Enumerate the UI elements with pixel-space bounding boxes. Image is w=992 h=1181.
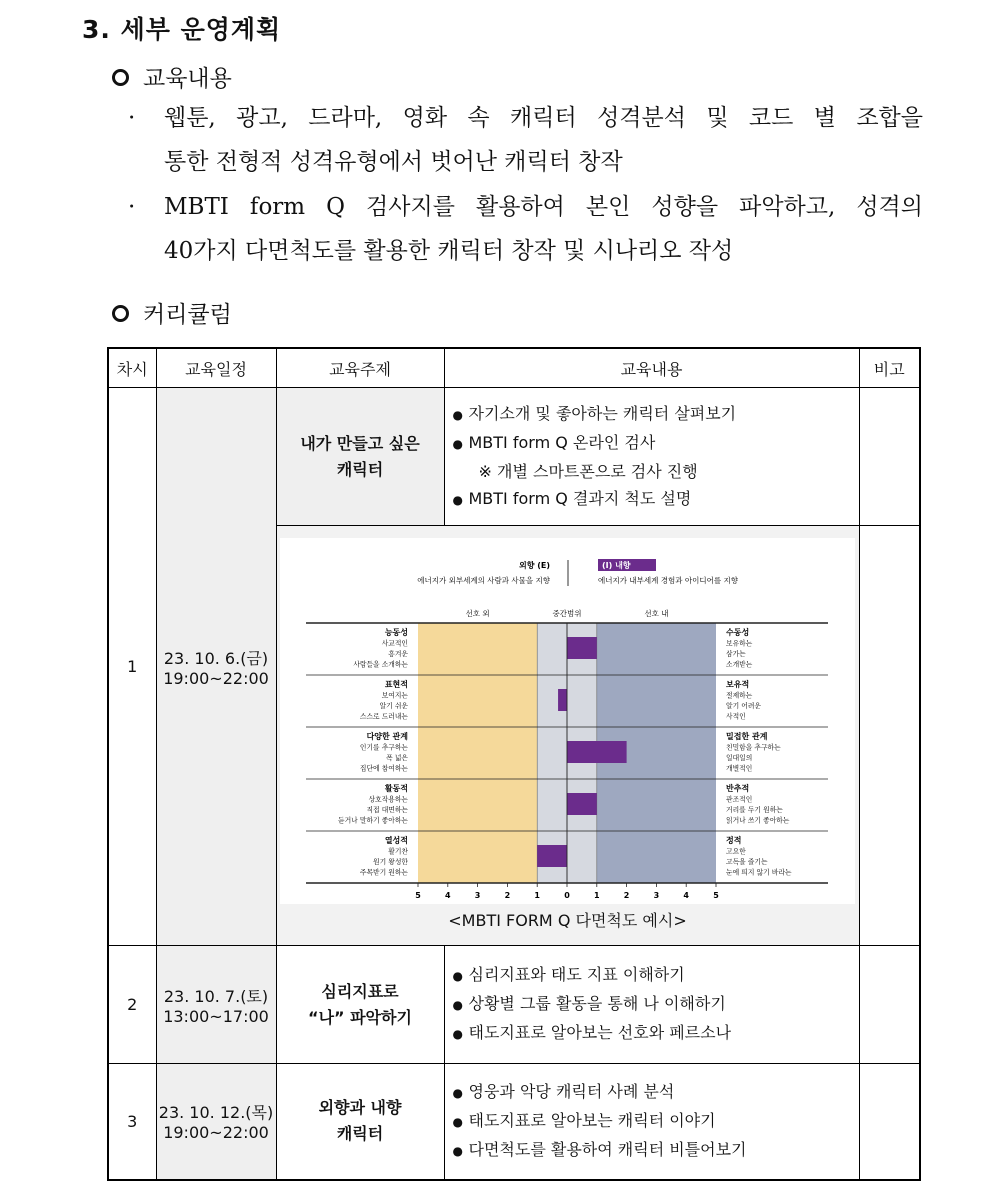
date-text: 23. 10. 7.(토) bbox=[163, 986, 269, 1006]
facet-right-label: 관조적인 bbox=[725, 795, 752, 804]
date-text: 23. 10. 6.(금) bbox=[163, 648, 269, 668]
header-cell: 차시 bbox=[108, 348, 156, 388]
list-item bbox=[453, 485, 859, 514]
facet-right-label: 고독을 즐기는 bbox=[725, 858, 768, 866]
facet-right-label: 알기 어려운 bbox=[725, 702, 761, 710]
bullet-icon: ● bbox=[452, 1114, 463, 1129]
section-curriculum bbox=[112, 296, 232, 329]
content-cell bbox=[444, 388, 859, 526]
list-item bbox=[453, 961, 859, 990]
topic-cell bbox=[276, 1064, 444, 1180]
note-cell bbox=[859, 526, 920, 946]
header-cell: 교육주제 bbox=[276, 348, 444, 388]
table-header-row bbox=[108, 348, 920, 388]
text-line: 통한 전형적 성격유형에서 벗어난 캐릭터 창작 bbox=[164, 149, 623, 175]
x-tick-label: 1 bbox=[593, 891, 600, 900]
facet-right-label: 눈에 띄지 않기 바라는 bbox=[725, 868, 792, 877]
bullet-icon: ● bbox=[452, 969, 463, 983]
topic-line: 캐릭터 bbox=[336, 459, 384, 479]
x-tick-label: 3 bbox=[653, 891, 659, 900]
bullet-icon: ● bbox=[452, 1143, 463, 1158]
zone-label: 중간범위 bbox=[552, 609, 581, 618]
session-cell: 1 bbox=[108, 388, 156, 946]
x-tick-label: 1 bbox=[533, 891, 540, 900]
item-text: 영웅과 악당 캐릭터 사례 분석 bbox=[468, 1081, 675, 1101]
facet-left-label: 집단에 참여하는 bbox=[359, 764, 408, 773]
note-cell bbox=[859, 1064, 920, 1180]
header-left-sub: 에너지가 외부세계의 사람과 사물을 지향 bbox=[416, 576, 550, 585]
facet-left-label: 폭 넓은 bbox=[385, 754, 408, 762]
page-title: 3. 세부 운영계획 bbox=[82, 15, 282, 44]
section-label: 커리큘럼 bbox=[143, 302, 232, 328]
header-cell: 교육일정 bbox=[156, 348, 276, 388]
figure-caption: <MBTI FORM Q 다면척도 예시> bbox=[448, 911, 687, 930]
list-item bbox=[453, 429, 859, 458]
bullet-mark: · bbox=[128, 105, 136, 131]
section-label: 교육내용 bbox=[143, 66, 232, 92]
facet-bar bbox=[567, 637, 597, 659]
time-text: 19:00~22:00 bbox=[163, 668, 269, 688]
header-right-sub: 에너지가 내부세계 경험과 아이디어를 지향 bbox=[597, 576, 738, 585]
time-text: 19:00~22:00 bbox=[163, 1123, 269, 1143]
date-cell bbox=[156, 946, 276, 1064]
list-item bbox=[453, 1107, 859, 1136]
facet-right-label: 거리를 두기 원하는 bbox=[725, 806, 783, 814]
date-cell bbox=[156, 388, 276, 946]
note-cell bbox=[859, 388, 920, 526]
text-line: 40가지 다면척도를 활용한 캐릭터 창작 및 시나리오 작성 bbox=[164, 238, 734, 264]
content-cell bbox=[444, 1064, 859, 1180]
item-text: 자기소개 및 좋아하는 캐릭터 살펴보기 bbox=[468, 403, 737, 423]
table-row bbox=[108, 946, 920, 1064]
facet-bar bbox=[567, 741, 627, 763]
facet-left-label: 사교적인 bbox=[381, 639, 408, 648]
x-tick-label: 4 bbox=[682, 891, 689, 900]
session-cell: 2 bbox=[108, 946, 156, 1064]
facet-left-label: 보여지는 bbox=[381, 691, 408, 700]
list-item bbox=[453, 400, 859, 429]
list-item bbox=[453, 1078, 859, 1107]
topic-line: 외향과 내향 bbox=[318, 1098, 402, 1118]
topic-line: 내가 만들고 싶은 bbox=[300, 433, 420, 453]
facet-left-label: 알기 쉬운 bbox=[379, 702, 408, 710]
facet-right-label: 친밀함을 추구하는 bbox=[725, 743, 781, 752]
x-tick-label: 5 bbox=[414, 891, 421, 900]
time-text: 13:00~17:00 bbox=[163, 1006, 269, 1026]
facet-left-label: 주목받기 원하는 bbox=[359, 868, 408, 877]
date-cell bbox=[156, 1064, 276, 1180]
bullet-icon: ● bbox=[452, 1085, 463, 1100]
circle-bullet-icon bbox=[112, 69, 129, 86]
topic-line: 심리지표로 bbox=[321, 981, 399, 1001]
bullet-icon: ● bbox=[452, 1027, 463, 1041]
facet-right-label: 소개받는 bbox=[725, 660, 752, 669]
curriculum-table bbox=[107, 347, 921, 1181]
content-cell bbox=[444, 946, 859, 1064]
list-item bbox=[453, 990, 859, 1019]
item-text: MBTI form Q 결과지 척도 설명 bbox=[468, 488, 692, 508]
x-tick-label: 5 bbox=[712, 891, 719, 900]
topic-cell bbox=[276, 946, 444, 1064]
list-item bbox=[128, 96, 923, 184]
facet-right-label: 절제하는 bbox=[725, 691, 752, 700]
facet-left-label: 인기를 추구하는 bbox=[359, 743, 408, 752]
table-row bbox=[108, 388, 920, 526]
item-text: 심리지표와 태도 지표 이해하기 bbox=[468, 965, 685, 984]
header-left-title: 외향 (E) bbox=[518, 561, 550, 570]
table-row bbox=[108, 1064, 920, 1180]
bullet-icon: ● bbox=[452, 998, 463, 1012]
facet-right-label: 밀접한 관계 bbox=[725, 732, 767, 741]
facet-right-label: 사적인 bbox=[725, 712, 746, 721]
header-cell: 교육내용 bbox=[444, 348, 859, 388]
item-text: 태도지표로 알아보는 선호와 페르소나 bbox=[468, 1023, 732, 1042]
list-item bbox=[128, 185, 923, 273]
facet-right-label: 개별적인 bbox=[725, 764, 752, 773]
item-text: 태도지표로 알아보는 캐릭터 이야기 bbox=[468, 1110, 716, 1130]
facet-left-label: 능동성 bbox=[384, 628, 408, 637]
facet-bar bbox=[537, 845, 567, 867]
item-text: MBTI form Q 온라인 검사 bbox=[468, 432, 656, 452]
header-cell: 비고 bbox=[859, 348, 920, 388]
facet-right-label: 수동성 bbox=[725, 628, 749, 637]
facet-left-label: 열성적 bbox=[384, 836, 408, 845]
facet-left-label: 직접 대면하는 bbox=[365, 806, 408, 814]
item-text: 상황별 그룹 활동을 통해 나 이해하기 bbox=[468, 994, 726, 1013]
list-item bbox=[453, 1019, 859, 1048]
facet-right-label: 정적 bbox=[725, 836, 741, 845]
facet-left-label: 상호작용하는 bbox=[368, 795, 408, 804]
session-cell: 3 bbox=[108, 1064, 156, 1180]
x-tick-label: 2 bbox=[623, 891, 629, 900]
facet-left-label: 활기찬 bbox=[387, 847, 408, 856]
facet-left-label: 사람들을 소개하는 bbox=[352, 660, 408, 669]
facet-right-label: 고요한 bbox=[725, 847, 746, 856]
section-education bbox=[112, 60, 232, 93]
zone-label: 선호 외 bbox=[465, 609, 490, 618]
facet-left-label: 표현적 bbox=[384, 680, 408, 689]
zone-label: 선호 내 bbox=[643, 609, 668, 618]
facet-right-label: 보유적 bbox=[725, 680, 749, 689]
topic-line: “나” 파악하기 bbox=[308, 1007, 412, 1027]
note-item: ※ 개별 스마트폰으로 검사 진행 bbox=[478, 461, 698, 481]
facet-left-label: 활동적 bbox=[384, 784, 408, 793]
x-tick-label: 0 bbox=[563, 891, 570, 900]
bullet-icon: ● bbox=[452, 436, 463, 451]
facet-left-label: 원기 왕성한 bbox=[372, 858, 408, 866]
x-tick-label: 4 bbox=[444, 891, 451, 900]
facet-bar bbox=[558, 689, 567, 711]
topic-cell bbox=[276, 388, 444, 526]
circle-bullet-icon bbox=[112, 305, 129, 322]
facet-left-label: 흥겨운 bbox=[387, 650, 408, 658]
facet-bar bbox=[567, 793, 597, 815]
item-text: 다면척도를 활용하여 캐릭터 비틀어보기 bbox=[468, 1139, 747, 1159]
list-item bbox=[453, 1136, 859, 1165]
facet-left-label: 다양한 관계 bbox=[366, 732, 408, 741]
mbti-facet-chart bbox=[280, 538, 855, 904]
note-cell bbox=[859, 946, 920, 1064]
facet-right-label: 삼가는 bbox=[725, 650, 746, 658]
facet-right-label: 일대일의 bbox=[725, 754, 752, 762]
facet-left-label: 듣거나 말하기 좋아하는 bbox=[337, 816, 408, 825]
header-right-title: (I) 내향 bbox=[601, 561, 631, 570]
figure-cell bbox=[276, 526, 859, 946]
facet-left-label: 스스로 드러내는 bbox=[359, 712, 408, 721]
facet-right-label: 반추적 bbox=[725, 784, 749, 793]
bullet-icon: ● bbox=[452, 492, 463, 507]
x-tick-label: 3 bbox=[474, 891, 480, 900]
date-text: 23. 10. 12.(목) bbox=[158, 1103, 274, 1123]
zone-left bbox=[418, 623, 537, 883]
text-line: MBTI form Q 검사지를 활용하여 본인 성향을 파악하고, 성격의 bbox=[164, 194, 923, 220]
bullet-icon: ● bbox=[452, 407, 463, 422]
facet-right-label: 읽거나 쓰기 좋아하는 bbox=[725, 816, 789, 825]
text-line: 웹툰, 광고, 드라마, 영화 속 캐릭터 성격분석 및 코드 별 조합을 bbox=[164, 105, 923, 131]
topic-line: 캐릭터 bbox=[336, 1124, 384, 1144]
x-tick-label: 2 bbox=[504, 891, 510, 900]
facet-right-label: 보유하는 bbox=[725, 639, 752, 648]
bullet-mark: · bbox=[128, 194, 136, 220]
